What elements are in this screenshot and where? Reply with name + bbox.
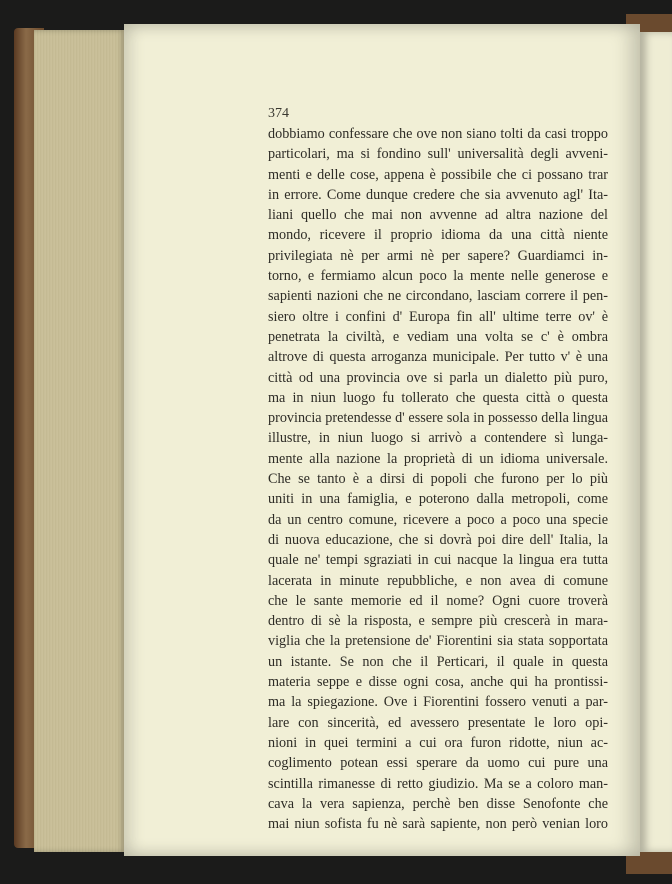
text-line-content: particolari, ma si fondino sull' universalità degli avveni- bbox=[268, 146, 608, 163]
text-line-content: lare con sincerità, ed avessero presentate le loro opi- bbox=[268, 714, 608, 731]
text-line-content: mente alla nazione la proprietà di un idioma universale. bbox=[268, 450, 608, 467]
text-line bbox=[268, 266, 608, 286]
text-line bbox=[268, 388, 608, 408]
text-line bbox=[268, 408, 608, 428]
text-line bbox=[268, 225, 608, 245]
text-line bbox=[268, 124, 608, 144]
text-line-content: cava la vera sapienza, perchè ben disse Senofonte che bbox=[268, 795, 608, 812]
text-line bbox=[268, 307, 608, 327]
text-line-content: dentro di sè la risposta, e sempre più crescerà in mara- bbox=[268, 613, 608, 630]
text-line bbox=[268, 672, 608, 692]
text-line-content: mondo, ricevere il proprio idioma da una città niente bbox=[268, 227, 608, 244]
text-line-content: viglia che la pretensione de' Fiorentini sia stata sopportata bbox=[268, 633, 608, 650]
text-line bbox=[268, 713, 608, 733]
text-line bbox=[268, 469, 608, 489]
text-line-content: privilegiata nè per armi nè per sapere? Guardiamci in- bbox=[268, 247, 608, 264]
text-line bbox=[268, 327, 608, 347]
text-line-content: menti e delle cose, appena è possibile che ci possano trar bbox=[268, 166, 608, 183]
text-line bbox=[268, 368, 608, 388]
text-line bbox=[268, 550, 608, 570]
text-line-content: da un centro comune, ricevere a poco a poco una specie bbox=[268, 511, 608, 528]
text-line-content: siero oltre i confini d' Europa fin all' ultime terre ov' è bbox=[268, 308, 608, 325]
text-line bbox=[268, 753, 608, 773]
page-body-text bbox=[268, 124, 608, 834]
text-line-content: quale ne' tempi sgraziati in cui nacque la lingua era tutta bbox=[268, 552, 608, 569]
text-line bbox=[268, 449, 608, 469]
text-line-content: un istante. Se non che il Perticari, il quale in questa bbox=[268, 653, 608, 670]
text-line bbox=[268, 489, 608, 509]
text-line-content: provincia pretendesse d' essere sola in possesso della lingua bbox=[268, 410, 608, 427]
text-line-content: coglimento potean essi sperare da uomo cui pure una bbox=[268, 755, 608, 772]
facing-page-edge bbox=[640, 32, 672, 852]
text-line bbox=[268, 692, 608, 712]
text-line-content: uniti in una famiglia, e poterono dalla metropoli, come bbox=[268, 491, 608, 508]
text-line bbox=[268, 733, 608, 753]
text-line bbox=[268, 814, 608, 834]
text-line-content: in errore. Come dunque credere che sia avvenuto agl' Ita- bbox=[268, 186, 608, 203]
text-line bbox=[268, 591, 608, 611]
text-line bbox=[268, 428, 608, 448]
text-line bbox=[268, 774, 608, 794]
text-line-content: di nuova educazione, che si dovrà poi dire dell' Italia, la bbox=[268, 531, 608, 548]
text-line-content: nioni in quei termini a cui ora furon ridotte, niun ac- bbox=[268, 734, 608, 751]
text-line-content: lacerata in minute repubbliche, e non avea di comune bbox=[268, 572, 608, 589]
text-line bbox=[268, 794, 608, 814]
text-line-content: penetrata la civiltà, e vediam una volta se c' è ombra bbox=[268, 328, 608, 345]
text-line bbox=[268, 246, 608, 266]
page-number: 374 bbox=[268, 106, 289, 121]
text-line bbox=[268, 571, 608, 591]
text-line-content: scintilla rimanesse di retto giudizio. Ma se a coloro man- bbox=[268, 775, 608, 792]
text-line-content: illustre, in niun luogo si arrivò a contendere sì lunga- bbox=[268, 430, 608, 447]
text-line bbox=[268, 165, 608, 185]
text-line-content: torno, e fermiamo alcun poco la mente nelle generose e bbox=[268, 268, 608, 285]
text-line-content: città od una provincia ove si parla un dialetto più puro, bbox=[268, 369, 608, 386]
text-line bbox=[268, 510, 608, 530]
text-line bbox=[268, 205, 608, 225]
text-line bbox=[268, 144, 608, 164]
text-line bbox=[268, 530, 608, 550]
text-line bbox=[268, 286, 608, 306]
page-edges bbox=[34, 30, 126, 852]
text-line-content: ma in niun luogo fu tollerato che questa città o questa bbox=[268, 389, 608, 406]
text-line-content: dobbiamo confessare che ove non siano tolti da casi troppo bbox=[268, 126, 608, 142]
text-line-content: Che se tanto è a dirsi di popoli che furono per lo più bbox=[268, 471, 608, 488]
text-line bbox=[268, 347, 608, 367]
text-line-content: mai niun sofista fu nè sarà sapiente, non però venian loro bbox=[268, 816, 608, 833]
text-line bbox=[268, 611, 608, 631]
text-line-content: che le sante memorie ed il nome? Ogni cuore troverà bbox=[268, 592, 608, 609]
text-line bbox=[268, 652, 608, 672]
text-line-content: ma la spiegazione. Ove i Fiorentini fossero venuti a par- bbox=[268, 694, 608, 711]
text-line-content: sapienti nazioni che ne circondano, lasciam correre il pen- bbox=[268, 288, 608, 305]
text-line-content: liani quello che mai non avvenne ad altra nazione del bbox=[268, 207, 608, 224]
text-line-content: materia seppe e disse ogni cosa, anche qui ha prontissi- bbox=[268, 674, 608, 691]
text-line-content: altrove di questa arroganza municipale. Per tutto v' è una bbox=[268, 349, 608, 366]
text-line bbox=[268, 185, 608, 205]
text-line bbox=[268, 631, 608, 651]
